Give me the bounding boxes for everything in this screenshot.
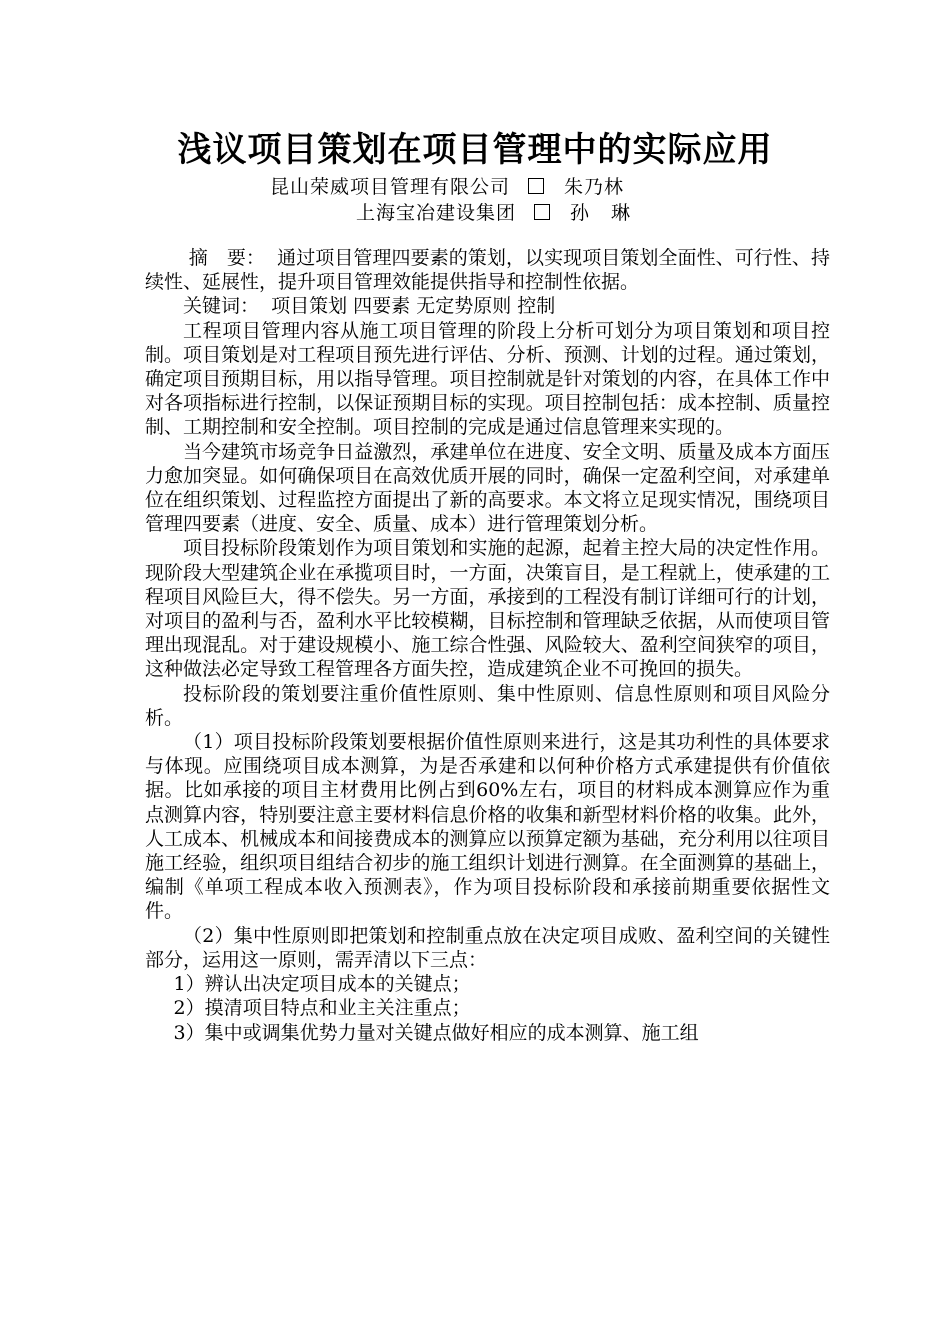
author-line-2	[356, 200, 652, 226]
author-organization: 上海宝冶建设集团	[356, 202, 517, 224]
list-item: 3）集中或调集优势力量对关键点做好相应的成本测算、施工组	[173, 1021, 699, 1044]
list-item: 1）辨认出决定项目成本的关键点；	[173, 973, 471, 996]
keywords	[145, 294, 830, 318]
keywords-label: 关键词：	[183, 295, 260, 318]
abstract-text: 通过项目管理四要素的策划，以实现项目策划全面性、可行性、持续性、延展性，提升项目管理效能提供指导和控制性依据。	[145, 247, 830, 294]
author-name: 孙琳	[570, 202, 653, 224]
body-paragraph: 项目投标阶段策划作为项目策划和实施的起源，起着主控大局的决定性作用。现阶段大型建筑企业在承揽项目时，一方面，决策盲目，是工程就上，使承建的工程项目风险巨大，得不偿失。另一方面，承接到的工程没有制订详细可行的计划，对项目的盈利与否，盈利水平比较模糊，目标控制和管理缺乏依据，从而使项目管理出现混乱。对于建设规模小、施工综合性强、风险较大、盈利空间狭窄的项目，这种做法必定导致工程管理各方面失控，造成建筑企业不可挽回的损失。	[145, 537, 830, 681]
list-item: 2）摸清项目特点和业主关注重点；	[173, 997, 471, 1020]
body-paragraph: 当今建筑市场竞争日益激烈，承建单位在进度、安全文明、质量及成本方面压力愈加突显。如何确保项目在高效优质开展的同时，确保一定盈利空间，对承建单位在组织策划、过程监控方面提出了新的高要求。本文将立足现实情况，围绕项目管理四要素（进度、安全、质量、成本）进行管理策划分析。	[145, 440, 830, 536]
author-name: 朱乃林	[564, 176, 625, 198]
author-line-1	[270, 174, 624, 200]
separator-box-icon	[534, 204, 550, 220]
abstract	[145, 246, 830, 294]
author-organization: 昆山荣威项目管理有限公司	[270, 176, 511, 198]
separator-box-icon	[528, 178, 544, 194]
body-paragraph: 投标阶段的策划要注重价值性原则、集中性原则、信息性原则和项目风险分析。	[145, 682, 830, 729]
body-paragraph: （2）集中性原则即把策划和控制重点放在决定项目成败、盈利空间的关键性部分，运用这一原则，需弄清以下三点：	[145, 924, 830, 971]
document-title: 浅议项目策划在项目管理中的实际应用	[177, 130, 773, 170]
body-paragraph: 工程项目管理内容从施工项目管理的阶段上分析可划分为项目策划和项目控制。项目策划是对工程项目预先进行评估、分析、预测、计划的过程。通过策划，确定项目预期目标，用以指导管理。项目控制就是针对策划的内容，在具体工作中对各项指标进行控制，以保证预期目标的实现。项目控制包括：成本控制、质量控制、工期控制和安全控制。项目控制的完成是通过信息管理来实现的。	[145, 319, 830, 439]
abstract-label: 摘 要：	[188, 247, 265, 269]
keywords-text: 项目策划 四要素 无定势原则 控制	[271, 295, 556, 318]
body-paragraph: （1）项目投标阶段策划要根据价值性原则来进行，这是其功利性的具体要求与体现。应围绕项目成本测算，为是否承建和以何种价格方式承建提供有价值依据。比如承接的项目主材费用比例占到60%左右，项目的材料成本测算应作为重点测算内容，特别要注意主要材料信息价格的收集和新型材料价格的收集。此外，人工成本、机械成本和间接费成本的测算应以预算定额为基础，充分利用以往项目施工经验，组织项目组结合初步的施工组织计划进行测算。在全面测算的基础上，编制《单项工程成本收入预测表》，作为项目投标阶段和承接前期重要依据性文件。	[145, 731, 830, 923]
document-body	[145, 246, 830, 1045]
